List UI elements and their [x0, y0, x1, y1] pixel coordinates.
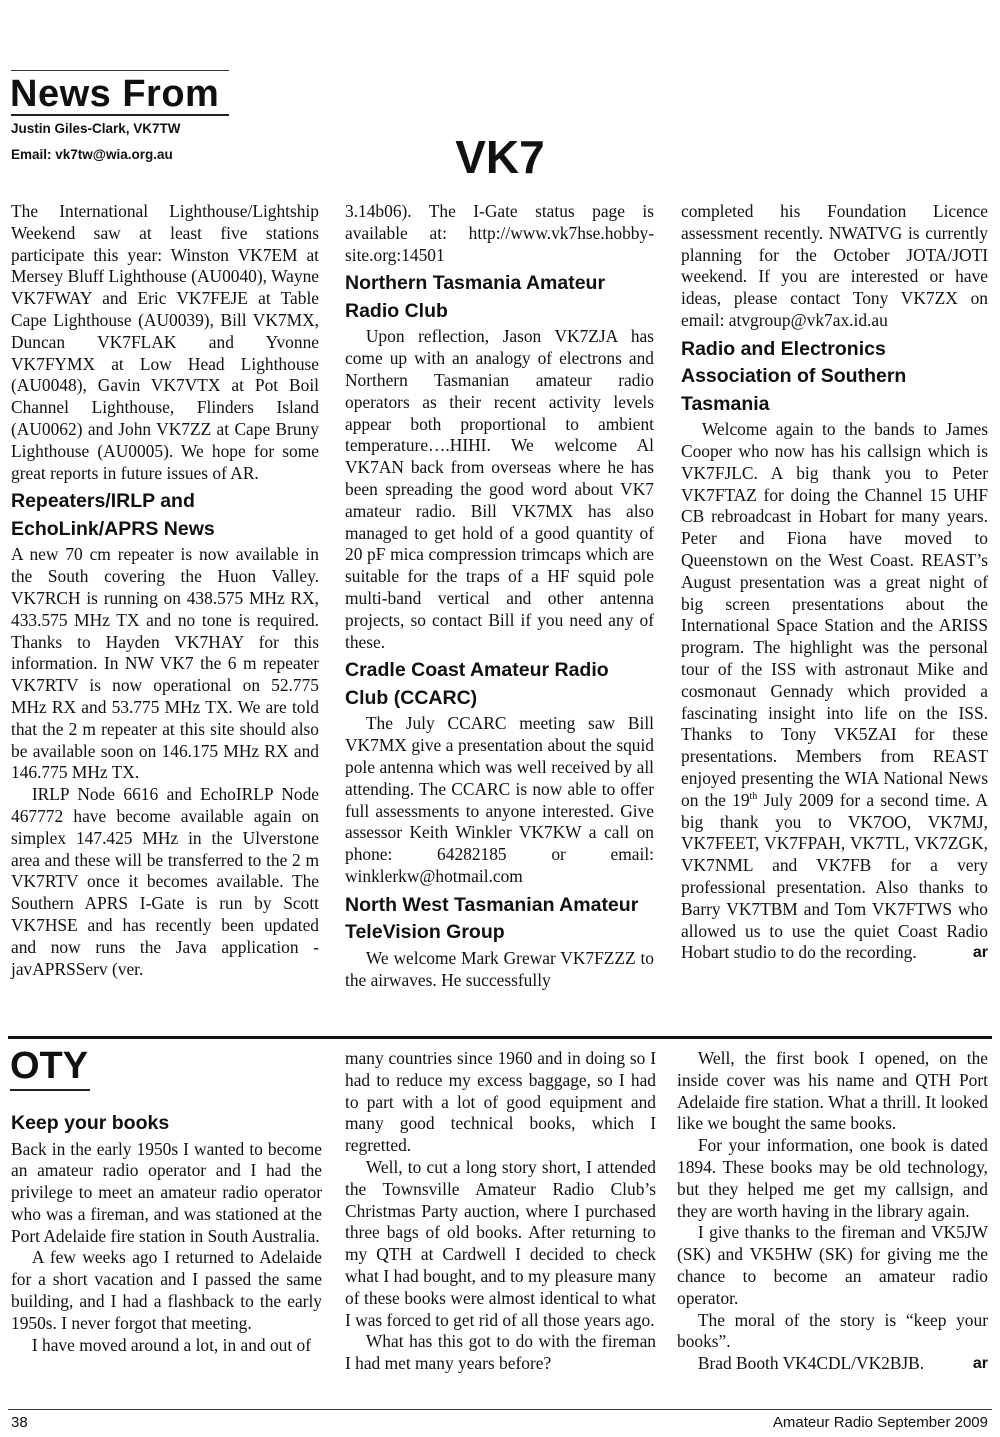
irlp-paragraph: IRLP Node 6616 and EchoIRLP Node 467772 have become available again on simplex 147.425 MHz in the Ulverstone area and these will be transferred to the 2 m VK7RTV once it becomes available. The Southern APRS I-Gate is run by Scott VK7HSE and has recently been updated and now runs the Java application - javAPRSServ (ver. [11, 784, 319, 979]
oty-paragraph-2: A few weeks ago I returned to Adelaide for a short vacation and I passed the same building, and I had a flashback to the early 1950s. I never forgot that meeting. [11, 1247, 322, 1333]
header-top-rule [11, 70, 229, 71]
igate-status-paragraph: 3.14b06). The I-Gate status page is available at: http://www.vk7hse.hobby-site.org:14501 [345, 201, 654, 265]
oty-end-mark: ar [972, 1355, 988, 1373]
reast-paragraph: Welcome again to the bands to James Cooper who now has his callsign which is VK7FJLC. A big thank you to Peter VK7FTAZ for doing the Channel 15 UHF CB rebroadcast in Hobart for many years. Peter and Fiona have moved to Queenstown on the West Coast. REAST’s August presentation was a great night of big screen presentations about the International Space Station and the ARISS program. The highlight was the personal tour of the ISS with astronaut Mike and cosmonaut Gennady which provided a fascinating insight into life on the ISS. Thanks to Tony VK5ZAI for these presentations. Members from REAST enjoyed presenting the WIA National News on the 19th July 2009 for a second time. A big thank you to VK7OO, VK7MJ, VK7FEET, VK7FPAH, VK7TL, VK7ZGK, VK7NML and VK7FB for a very professional presentation. Also thanks to Barry VK7TBM and Tom VK7FTWS who allowed us to use the quiet Coast Radio Hobart studio to do the recording. ar [681, 419, 988, 963]
oty-paragraph-1: Back in the early 1950s I wanted to become an amateur radio operator and I had the privilege to meet an amateur radio operator who was a fireman, and was stationed at the Port Adelaide fire station in South Australia. [11, 1138, 322, 1246]
publication-footer: Amateur Radio September 2009 [772, 1414, 988, 1431]
nwatvg-heading: North West Tasmanian Amateur TeleVision Group [345, 893, 639, 944]
oty-signature: Brad Booth VK4CDL/VK2BJB. [697, 1353, 925, 1374]
news-column-1 [11, 201, 319, 980]
nwatvg-continued-paragraph: completed his Foundation Licence assessment recently. NWATVG is currently planning for the October JOTA/JOTI weekend. If you are interested or have ideas, please contact Tony VK7ZX on email: atvgroup@vk7ax.id.au [681, 201, 988, 330]
section-divider [8, 1036, 992, 1039]
lighthouse-paragraph: The International Lighthouse/Lightship Weekend saw at least five stations participate this year: Winston VK7EM at Mersey Bluff Lighthouse (AU0040), Wayne VK7FWAY and Eric VK7FEJE at Table Cape Lighthouse (AU0039), Bill VK7MX, Duncan VK7FLAK and Yvonne VK7FYMX at Low Head Lighthouse (AU0048), Gavin VK7VTX at Pot Boil Channel Lighthouse, Flinders Island (AU0062) and John VK7ZZ at Cape Bruny Lighthouse (AU0005). We hope for some great reports in future issues of AR. [11, 201, 319, 483]
page-number: 38 [11, 1414, 28, 1431]
oty-column-3 [677, 1048, 988, 1375]
oty-title-underline [10, 1089, 90, 1091]
reast-heading: Radio and Electronics Association of Southern Tasmania [681, 337, 907, 415]
header-title-underline [11, 114, 229, 116]
oty-heading: Keep your books [11, 1112, 170, 1134]
article-end-mark: ar [972, 944, 988, 962]
news-column-3 [681, 201, 988, 964]
author-email: Email: vk7tw@wia.org.au [11, 147, 173, 162]
oty-paragraph-7: Well, the first book I opened, on the inside cover was his name and QTH Port Adelaide fire station. What a thrill. It looked like we bought the same books. [677, 1048, 988, 1134]
oty-paragraph-5: Well, to cut a long story short, I attended the Townsville Amateur Radio Club’s Christmas Party auction, where I purchased three bags of old books. After returning to my QTH at Cardwell I decided to check what I had bought, and to my pleasure many of these books were almost identical to what I was forced to get rid of all those years ago. [345, 1156, 656, 1330]
region-heading: VK7 [455, 131, 545, 183]
oty-signature-line [677, 1353, 988, 1375]
oty-section-title: OTY [10, 1045, 89, 1087]
oty-paragraph-6: What has this got to do with the fireman I had met many years before? [345, 1331, 656, 1374]
oty-paragraph-10: The moral of the story is “keep your books”. [677, 1309, 988, 1352]
ntarc-paragraph: Upon reflection, Jason VK7ZJA has come up with an analogy of electrons and Northern Tasmanian amateur radio operators as their recent activity levels appear both proportional to ambient temperature….HIHI. We welcome Al VK7AN back from overseas where he has been spreading the good word about VK7 amateur radio. Bill VK7MX has also managed to get hold of a good quantity of 20 pF mica compression trimcaps which are suitable for the traps of a HF squid pole multi-band vertical and other antenna projects, so contact Bill if you need any of these. [345, 326, 654, 652]
repeaters-paragraph: A new 70 cm repeater is now available in the South covering the Huon Valley. VK7RCH is running on 438.575 MHz RX, 433.575 MHz TX and no tone is required. Thanks to Hayden VK7HAY for this information. In NW VK7 the 6 m repeater VK7RTV is now operational on 52.775 MHz RX and 53.775 MHz TX. We are told that the 2 m repeater at this site should also be available soon on 146.175 MHz RX and 146.775 MHz TX. [11, 544, 319, 783]
page-title: News From [10, 73, 220, 115]
oty-paragraph-3: I have moved around a lot, in and out of [31, 1334, 312, 1355]
oty-column-2 [345, 1048, 656, 1375]
nwatvg-paragraph: We welcome Mark Grewar VK7FZZZ to the airwaves. He successfully [345, 947, 654, 990]
repeaters-heading: Repeaters/IRLP and EchoLink/APRS News [11, 490, 215, 540]
oty-column-1 [11, 1110, 322, 1356]
author-byline: Justin Giles-Clark, VK7TW [11, 121, 181, 136]
ccarc-heading: Cradle Coast Amateur Radio Club (CCARC) [345, 659, 609, 709]
news-column-2 [345, 201, 654, 991]
oty-paragraph-9: I give thanks to the fireman and VK5JW (SK) and VK5HW (SK) for giving me the chance to become an amateur radio operator. [677, 1222, 988, 1308]
oty-paragraph-8: For your information, one book is dated 1894. These books may be old technology, but they helped me get my callsign, and they are worth having in the library again. [677, 1135, 988, 1221]
ccarc-paragraph: The July CCARC meeting saw Bill VK7MX give a presentation about the squid pole antenna which was well received by all attending. The CCARC is now able to offer full assessments to anyone interested. Give assessor Keith Winkler VK7KW a call on phone: 64282185 or email: winklerkw@hotmail.com [345, 713, 654, 886]
footer-rule [8, 1409, 992, 1410]
oty-paragraph-4: many countries since 1960 and in doing so I had to reduce my excess baggage, so I had to part with a lot of good equipment and many good technical books, which I regretted. [345, 1048, 656, 1156]
ntarc-heading: Northern Tasmania Amateur Radio Club [345, 272, 606, 322]
